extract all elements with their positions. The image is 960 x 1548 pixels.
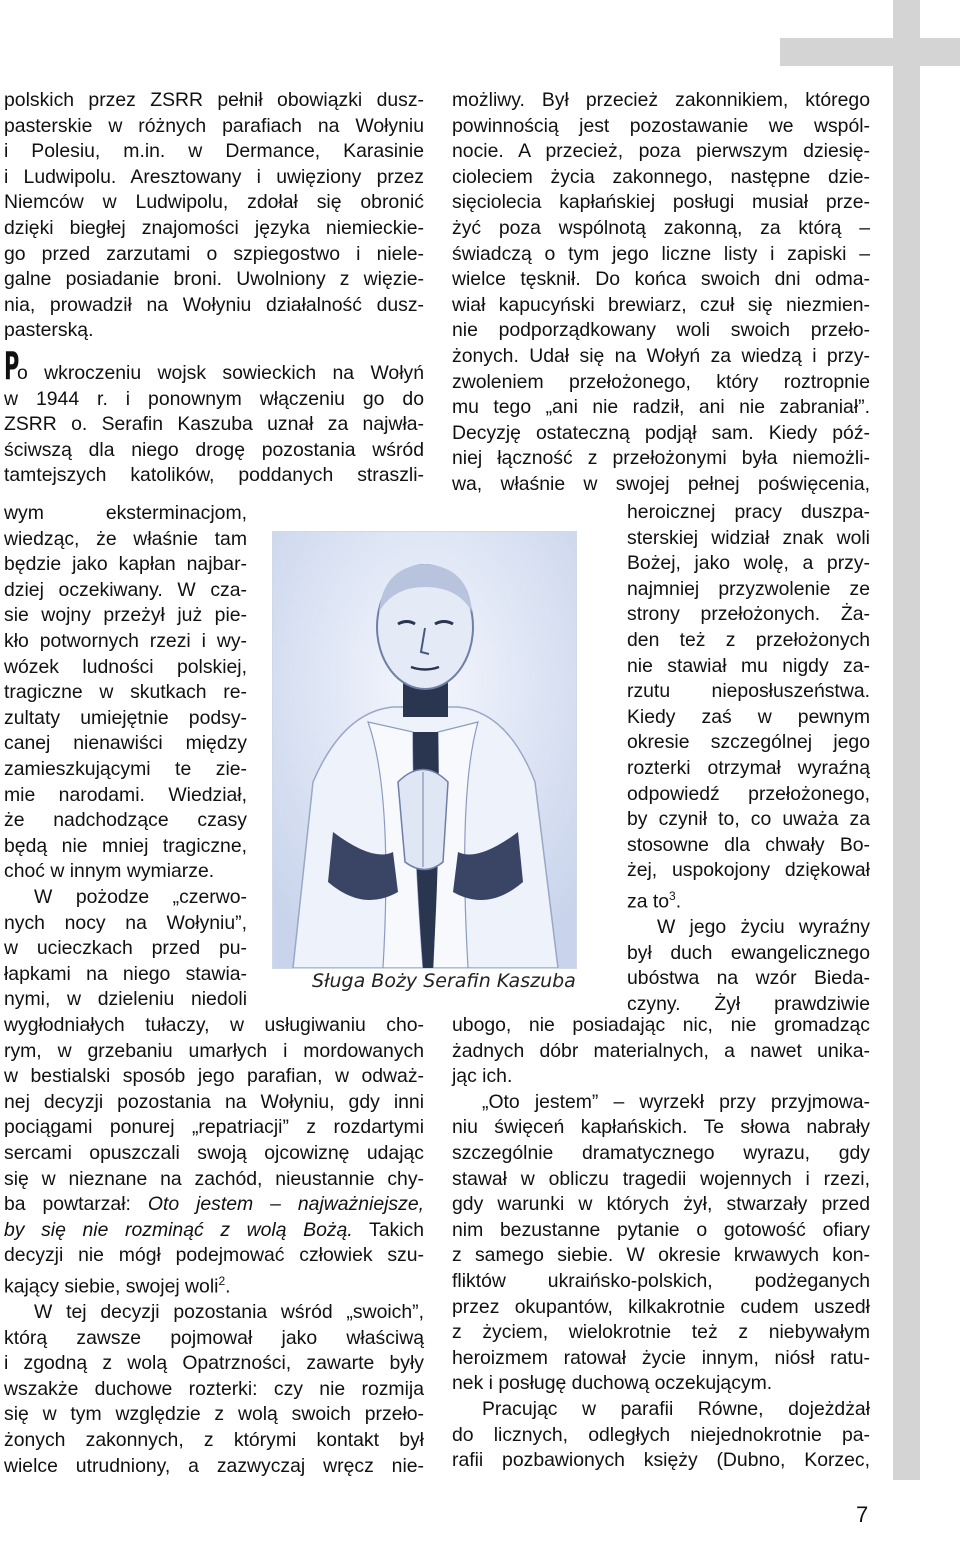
text-line: ubogo, nie posiadając nic, nie gromadząc (452, 1014, 870, 1036)
text-line: wszakże duchowe rozterki: czy nie rozmija (4, 1377, 424, 1400)
text-line: odpowiedź przełożonego, (627, 782, 870, 805)
text-line: żonych. Udał się na Wołyń za wiedzą i przy- (452, 344, 870, 367)
text-line-with-quote: by się nie rozminąć z wolą Bożą. Takich (4, 1218, 424, 1241)
text-line: wym eksterminacjom, (4, 502, 247, 524)
text-line: ściwszą dla niego drogę pozostania wśród (4, 438, 424, 461)
text-line: rozterki otrzymał wyraźną (627, 756, 870, 779)
text-line: możliwy. Był przecież zakonnikiem, którego (452, 89, 870, 111)
text-line: Kiedy zaś w pewnym (627, 705, 870, 728)
right-column-bottom (452, 1013, 870, 1474)
text-line: W pożodze „czerwo- (34, 885, 247, 908)
text-line: nim bezustanne pytanie o gotowość ofiary (452, 1218, 870, 1241)
text-line: czyny. Żył prawdziwie (627, 992, 870, 1015)
text-line: sie wojny przeżył już pie- (4, 604, 247, 627)
text-line: dzięki biegłej znajomości języka niemieckie- (4, 216, 424, 239)
text-line: będzie jako kapłan najbar- (4, 553, 247, 576)
text-line: szczególnie dramatycznego wyrazu, gdy (452, 1141, 870, 1164)
text-line: wygłodniałych tułaczy, w usługiwaniu cho- (4, 1014, 424, 1036)
text-line: stosowne dla chwały Bo- (627, 833, 870, 856)
text-line: by czynił to, co uważa za (627, 808, 870, 831)
text-line: nie stawiał mu nigdy za- (627, 654, 870, 677)
text-line: pasterską. (4, 319, 94, 342)
text-line: mu tego „ani nie radził, ani nie zabraniał”. (452, 396, 870, 419)
text-line: i zgodną z wolą Opatrzności, zawarte były (4, 1352, 424, 1375)
text-line: zamieszkującymi te zie- (4, 757, 247, 780)
cross-decoration-horizontal (780, 38, 960, 66)
text-line: najmniej przyzwolenie ze (627, 577, 870, 600)
text-line: heroizmem ratował życie innym, niósł ratu- (452, 1346, 870, 1369)
text-line-with-quote: ba powtarzał: Oto jestem – najważniejsze, (4, 1193, 424, 1216)
text-line: zwoleniem przełożonego, który roztropnie (452, 370, 870, 393)
text-line: do licznych, odległych niejednokrotnie pa- (452, 1423, 870, 1446)
text-line: nie podporządkowany woli swoich przeło- (452, 319, 870, 342)
quote-italic: by się nie rozminąć z wolą Bożą. (4, 1218, 353, 1241)
text-line: rafii pozbawionych księży (Dubno, Korzec, (452, 1449, 870, 1472)
text-line: że nadchodzące czasy (4, 809, 247, 832)
text-line: Niemców w Ludwipolu, zdołał się obronić (4, 191, 424, 214)
text-line: „Oto jestem” – wyrzekł przy przyjmowa- (482, 1090, 870, 1113)
text-line: wielce tęsknił. Do końca swoich dni odma- (452, 268, 870, 291)
text-line: w ucieczkach przed pu- (4, 937, 247, 960)
text-line: decyzji nie mógł podejmować człowiek szu- (4, 1244, 424, 1267)
text-line: tragiczne w skutkach re- (4, 681, 247, 704)
text-line: stawał w obliczu tragedii wojennych i rzezi, (452, 1167, 870, 1190)
text-line: Pracując w parafii Równe, dojeżdżał (482, 1397, 870, 1420)
text-line: żyć poza wspólnotą zakonną, za którą – (452, 216, 870, 239)
text-line: pociągami ponurej „repatriacji” z rozdartymi (4, 1116, 424, 1139)
text-line: wiedząc, że właśnie tam (4, 527, 247, 550)
left-column-narrow (4, 501, 247, 1013)
text-line: wielce utrudniony, a zazwyczaj wręcz nie- (4, 1454, 424, 1477)
text-line: fliktów ukraińsko-polskich, podżeganych (452, 1269, 870, 1292)
text-line: dziej oczekiwany. W cza- (4, 578, 247, 601)
text-line: którą zawsze pojmował jako właściwą (4, 1326, 424, 1349)
text-line: wa, właśnie w swojej pełnej poświęcenia, (452, 472, 870, 495)
footnote-ref: 2 (218, 1273, 226, 1288)
text-line: żonych zakonnych, z którymi kontakt był (4, 1428, 424, 1451)
text-line: jąc ich. (452, 1065, 513, 1088)
text-line: się w tym względzie z wolą swoich przeło- (4, 1403, 424, 1426)
text-line: W tej decyzji pozostania wśród „swoich”, (34, 1301, 424, 1323)
text-line: polskich przez ZSRR pełnił obowiązki dusz- (4, 89, 424, 111)
text-line: kło potwornych rzezi i wy- (4, 629, 247, 652)
text-line: nek i posługę duchową oczekującym. (452, 1372, 773, 1395)
text-line: łapkami na niego stawia- (4, 962, 247, 985)
text-line: powinnością jest pozostawanie we wspól- (452, 114, 870, 137)
text-line: żadnych dóbr materialnych, a nawet unika- (452, 1039, 870, 1062)
text-line: za $to^3$. (627, 888, 682, 913)
text-line: przez okupantów, kilkakrotnie cudem uszedł (452, 1295, 870, 1318)
text-line: cioleciem życia zakonnego, następne dzie- (452, 165, 870, 188)
text-line: z samego siebie. W okresie krwawych kon- (452, 1244, 870, 1267)
text-line: kający siebie, swojej woli$^2$. (4, 1273, 231, 1298)
text-line: niej łączność z przełożonymi była niemożli- (452, 447, 870, 470)
text-line: ubóstwa na wzór Bieda- (627, 967, 870, 990)
text-line: zultaty umiejętnie podsy- (4, 706, 247, 729)
cross-decoration-vertical (893, 0, 920, 1480)
paragraph-first-line: Po wkroczeniu wojsk sowieckich na Wołyń (4, 343, 424, 388)
right-column-narrow (627, 500, 870, 1017)
text-line: w 1944 r. i ponownym włączeniu go do (4, 387, 424, 410)
text-line: niu święceń kapłańskich. Te słowa nabrały (452, 1116, 870, 1139)
text-line: świadczą o tym jego liczne listy i zapiski – (452, 242, 870, 265)
text-line: sercami opuszczali swoją ojcowiznę udając (4, 1141, 424, 1164)
text-line: gdy warunki w których żył, stwarzały przed (452, 1193, 870, 1216)
text-line: W jego życiu wyraźny (657, 915, 870, 938)
text-line: canej nienawiści między (4, 732, 247, 755)
text-line: wiał kapucyński brewiarz, czuł się niezmien- (452, 293, 870, 316)
text-line: ZSRR o. Serafin Kaszuba uznał za najwła- (4, 413, 424, 436)
text-line: w bestialski sposób jego parafian, w odważ- (4, 1065, 424, 1088)
text-line: żej, uspokojony dziękował (627, 859, 870, 882)
text-line: z życiem, wielokrotnie też z niebywałym (452, 1321, 870, 1344)
text-line: rzutu nieposłuszeństwa. (627, 680, 870, 703)
text-line: tamtejszych katolików, poddanych straszli- (4, 464, 424, 487)
text-line: strony przełożonych. Ża- (627, 603, 870, 626)
text-line: sterskiej widział znak woli (627, 526, 870, 549)
text-line: heroicznej pracy duszpa- (627, 501, 870, 523)
portrait-illustration (273, 532, 576, 968)
portrait-photo (272, 531, 577, 969)
text-line: pasterskie w różnych parafiach na Wołyniu (4, 114, 424, 137)
text-line: nych nocy na Wołyniu”, (4, 911, 247, 934)
text-line: go przed zarzutami o szpiegostwo i niele- (4, 242, 424, 265)
page-number: 7 (856, 1502, 869, 1527)
text-line: galne posiadanie broni. Uwolniony z więzie- (4, 268, 424, 291)
text-line: i Polesiu, m.in. w Dermance, Karasinie (4, 140, 424, 163)
text-line: był duch ewangelicznego (627, 941, 870, 964)
text-line: nia, prowadził na Wołyniu działalność dusz- (4, 293, 424, 316)
dropcap: P (4, 343, 20, 388)
right-column-top (452, 88, 870, 498)
text-line: choć w innym wymiarze. (4, 860, 215, 883)
text-line: okresie szczególnej jego (627, 731, 870, 754)
text-line: rym, w grzebaniu umarłych i mordowanych (4, 1039, 424, 1062)
footnote-ref: 3 (669, 888, 676, 903)
text-line: nymi, w dzieleniu niedoli (4, 988, 247, 1011)
text-line: się w nieznane na zachód, nieustannie chy- (4, 1167, 424, 1190)
left-column-top (4, 88, 424, 489)
text-line: den też z przełożonych (627, 628, 870, 651)
text-line: sięciolecia kapłańskiej posługi musiał prze- (452, 191, 870, 214)
text-line: i Ludwipolu. Aresztowany i uwięziony przez (4, 165, 424, 188)
text-line: będą nie mniej tragiczne, (4, 834, 247, 857)
text-line: nej decyzji pozostania na Wołyniu, gdy inni (4, 1090, 424, 1113)
text-line: nocie. A przecież, poza pierwszym dziesię- (452, 140, 870, 163)
text-line: Bożej, jako wolę, a przy- (627, 552, 870, 575)
quote-italic: Oto jestem – najważniejsze, (147, 1193, 424, 1216)
text-line: mie narodami. Wiedział, (4, 783, 247, 806)
photo-caption: Sługa Boży Serafin Kaszuba (312, 970, 576, 992)
left-column-bottom (4, 1013, 424, 1479)
text-line: wózek ludności polskiej, (4, 655, 247, 678)
text-line: Decyzję ostateczną podjął sam. Kiedy póź- (452, 421, 870, 444)
